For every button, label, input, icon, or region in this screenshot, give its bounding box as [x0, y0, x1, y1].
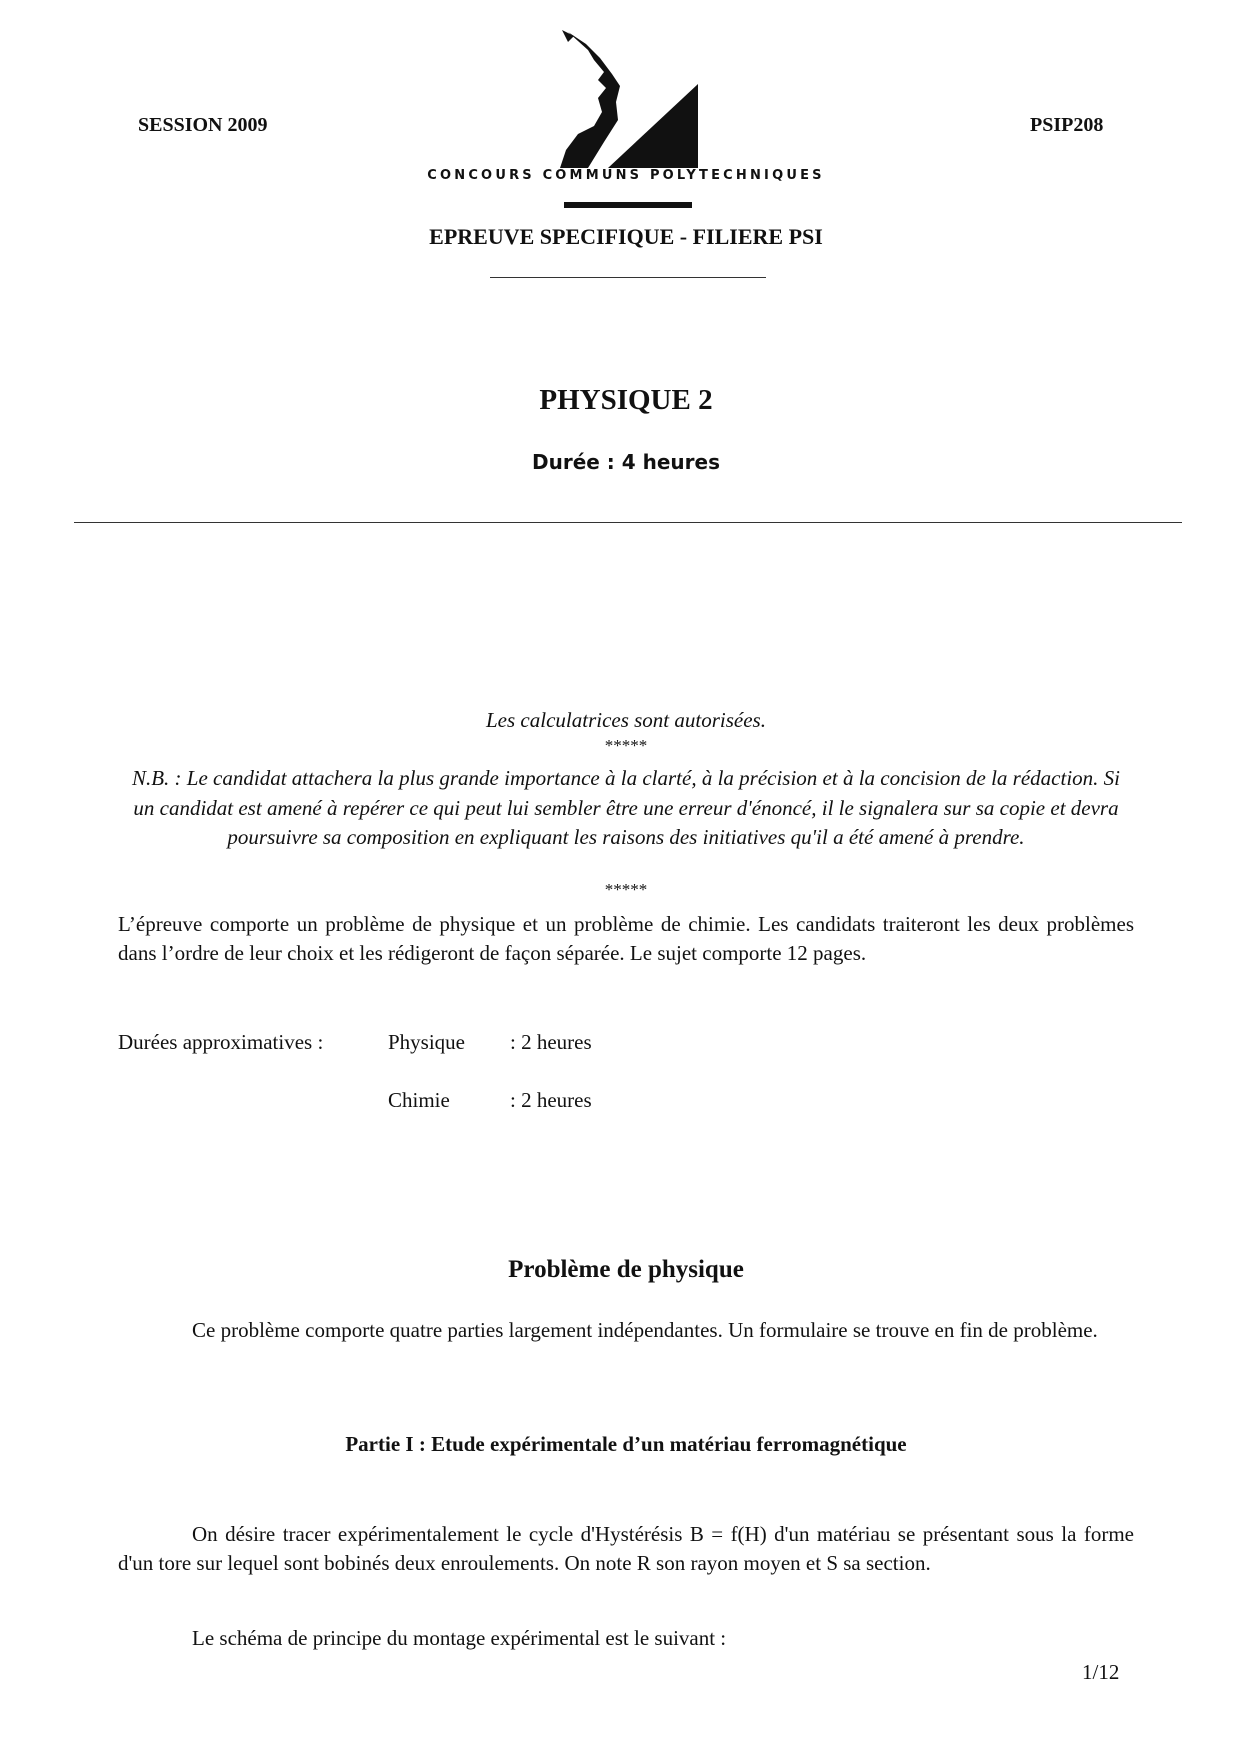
session-label: SESSION 2009: [138, 114, 268, 136]
header-rule: [490, 277, 766, 278]
subject-title: PHYSIQUE 2: [539, 384, 713, 416]
duration-value: : 2 heures: [510, 1088, 592, 1112]
title-rule: [74, 522, 1182, 523]
calculator-notice: Les calculatrices sont autorisées.: [486, 708, 766, 732]
problem-intro: Ce problème comporte quatre parties largement indépendantes. Un formulaire se trouve en fin de problème.: [192, 1318, 1098, 1342]
separator-stars: *****: [604, 880, 648, 899]
nb-notice: N.B. : Le candidat attachera la plus grande importance à la clarté, à la précision et à la concision de la rédaction. Si un candidat est amené à repérer ce qui peut lui sembler être une erreur d'énoncé, il le signalera sur sa copie et devra poursuivre sa composition en expliquant les raisons des initiatives qu'il a été amené à prendre.: [131, 766, 1121, 849]
paragraph: Le schéma de principe du montage expérimental est le suivant :: [192, 1626, 727, 1650]
exam-code: PSIP208: [1030, 114, 1104, 136]
problem-title: Problème de physique: [508, 1256, 744, 1283]
paragraph: On désire tracer expérimentalement le cycle d'Hystérésis B = f(H) d'un matériau se présentant sous la forme d'un tore sur lequel sont bobinés deux enroulements. On note R son rayon moyen et S sa section.: [118, 1522, 1134, 1575]
page-number: 1/12: [1082, 1660, 1120, 1684]
part-title: Partie I : Etude expérimentale d’un matériau ferromagnétique: [345, 1432, 907, 1456]
duration-subject: Physique: [388, 1030, 466, 1054]
separator-stars: *****: [604, 736, 648, 755]
duration-total: Durée : 4 heures: [531, 450, 720, 474]
epreuve-title: EPREUVE SPECIFIQUE - FILIERE PSI: [429, 224, 823, 249]
logo-divider: [564, 202, 692, 208]
duration-subject: Chimie: [388, 1088, 450, 1112]
concours-name: CONCOURS COMMUNS POLYTECHNIQUES: [427, 168, 825, 183]
exam-intro: L’épreuve comporte un problème de physique et un problème de chimie. Les candidats traiteront les deux problèmes dans l’ordre de leur choix et les rédigeront de façon séparée. Le sujet comporte 12 pages.: [118, 912, 1134, 965]
durations-label: Durées approximatives :: [118, 1030, 324, 1054]
duration-value: : 2 heures: [510, 1030, 592, 1054]
ccp-logo: [560, 30, 700, 168]
